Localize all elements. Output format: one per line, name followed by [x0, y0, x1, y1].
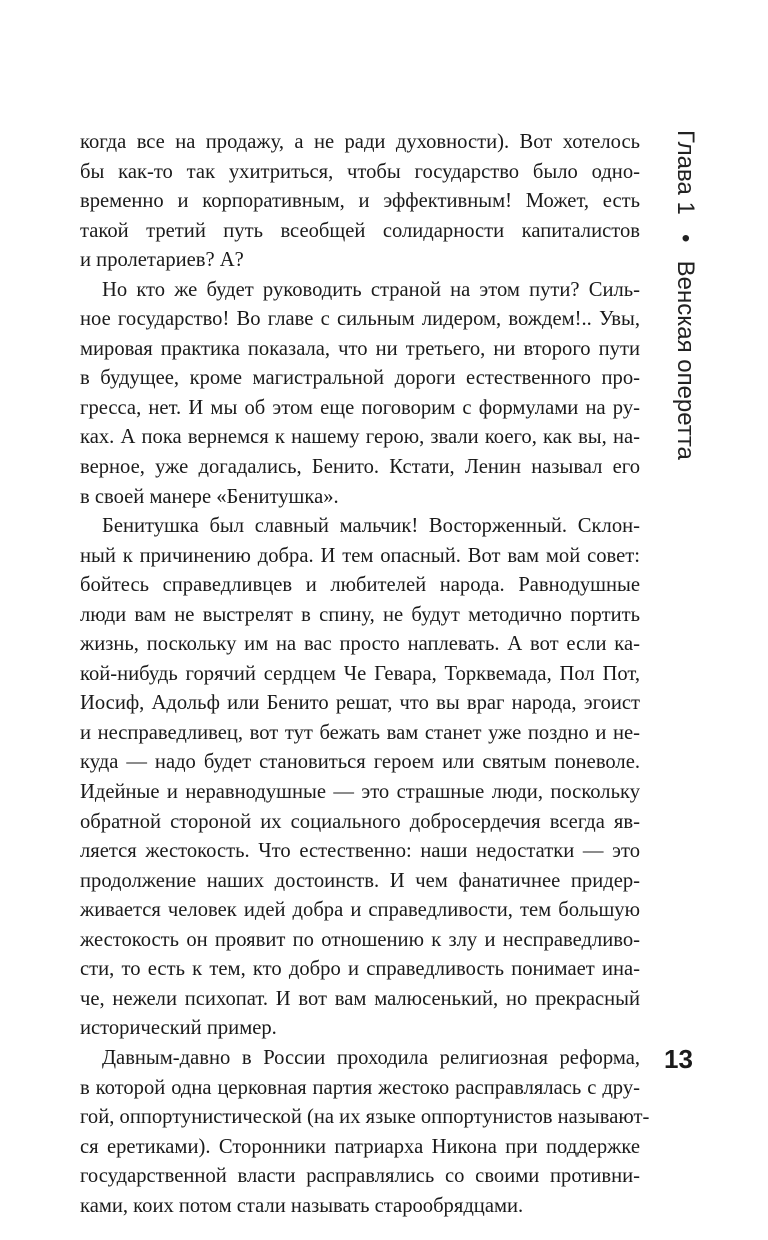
text-line: ный к причинению добра. И тем опасный. Вот вам мой совет: [80, 544, 640, 567]
text-line: че, нежели психопат. И вот вам малюсенький, но прекрасный [80, 987, 640, 1010]
text-line: и пролетариев? А? [80, 249, 244, 272]
text-line: Но кто же будет руководить страной на этом пути? Силь- [102, 278, 640, 301]
text-line: Иосиф, Адольф или Бенито решат, что вы враг народа, эгоист [80, 692, 640, 715]
text-line: ками, коих потом стали называть старообрядцами. [80, 1194, 524, 1217]
chapter-label: Глава 1 [672, 130, 699, 215]
body-text [80, 128, 650, 1221]
text-line: когда все на продажу, а не ради духовности). Вот хотелось [80, 131, 640, 153]
text-line: такой третий путь всеобщей солидарности капиталистов [80, 219, 640, 242]
page-number: 13 [664, 1044, 693, 1074]
text-line: ках. А пока вернемся к нашему герою, звали коего, как вы, на- [80, 426, 640, 449]
text-line: бойтесь справедливцев и любителей народа. Равнодушные [80, 574, 640, 597]
text-line: верное, уже догадались, Бенито. Кстати, Ленин называл его [80, 456, 640, 479]
paragraph-3 [80, 512, 640, 1044]
text-line: временно и корпоративным, и эффективным! Может, есть [80, 190, 640, 213]
text-line: ное государство! Во главе с сильным лидером, вождем!.. Увы, [80, 308, 640, 331]
text-line: люди вам не выстрелят в спину, не будут методично портить [80, 603, 640, 626]
text-line: гресса, нет. И мы об этом еще поговорим с формулами на ру- [80, 396, 640, 419]
running-head [672, 130, 698, 460]
text-line: мировая практика показала, что ни третьего, ни второго пути [80, 337, 640, 360]
text-line: Бенитушка был славный мальчик! Восторженный. Склон- [102, 515, 640, 538]
text-line: продолжение наших достоинств. И чем фанатичнее придер- [80, 869, 640, 892]
text-line: жестокость он проявит по отношению к злу и несправедливо- [80, 928, 640, 951]
text-line: Давным-давно в России проходила религиозная реформа, [102, 1046, 640, 1069]
text-line: обратной стороной их социального добросердечия всегда яв- [80, 810, 640, 833]
text-line: в будущее, кроме магистральной дороги естественного про- [80, 367, 640, 390]
text-line: Идейные и неравнодушные — это страшные люди, поскольку [80, 781, 640, 804]
paragraph-1 [80, 128, 640, 276]
text-line: жизнь, поскольку им на вас просто наплевать. А вот если ка- [80, 633, 640, 656]
text-line: в которой одна церковная партия жестоко расправлялась с дру- [80, 1076, 640, 1099]
text-line: государственной власти расправлялись со своими противни- [80, 1165, 640, 1188]
text-line: в своей манере «Бенитушка». [80, 485, 339, 508]
text-line: ляется жестокость. Что естественно: наши недостатки — это [80, 840, 640, 863]
text-line: исторический пример. [80, 1017, 277, 1040]
separator-bullet: • [672, 233, 699, 242]
text-line: гой, оппортунистической (на их языке оппортунистов называют- [80, 1106, 650, 1129]
text-line: живается человек идей добра и справедливости, тем большую [80, 899, 640, 922]
text-line: куда — надо будет становиться героем или святым поневоле. [80, 751, 640, 774]
chapter-title: Венская оперетта [672, 260, 699, 460]
text-line: ся еретиками). Сторонники патриарха Никона при поддержке [80, 1135, 640, 1158]
paragraph-4 [80, 1044, 650, 1221]
text-line: сти, то есть к тем, кто добро и справедливость понимает ина- [80, 958, 640, 981]
text-line: кой-нибудь горячий сердцем Че Гевара, Торквемада, Пол Пот, [80, 662, 640, 685]
text-line: и несправедливец, вот тут бежать вам станет уже поздно и не- [80, 721, 640, 744]
text-line: бы как-то так ухитриться, чтобы государство было одно- [80, 160, 640, 183]
paragraph-2 [80, 276, 640, 512]
